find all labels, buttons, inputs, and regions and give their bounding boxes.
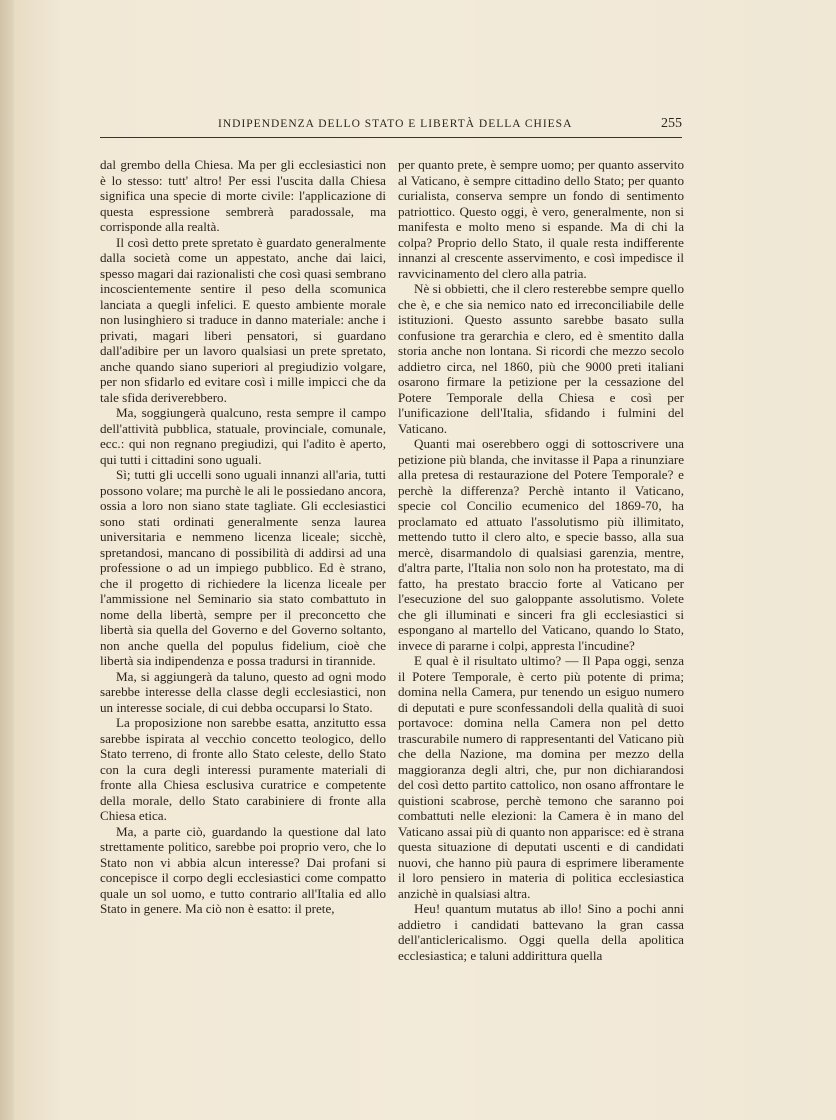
page-header: [100, 116, 682, 136]
paragraph: Nè si obbietti, che il clero resterebbe sempre quello che è, e che sia nemico nato ed irreconciliabile delle istituzioni. Questo assunto sarebbe basato sulla confusione tra gerarchia e clero, ed è smentito dalla storia anche non lontana. Si ricordi che mezzo secolo addietro circa, nel 1860, più che 9000 preti italiani osarono firmare la petizione per la cessazione del Potere Temporale della Chiesa e così per l'unificazione dell'Italia, sfidando i fulmini del Vaticano.: [398, 281, 684, 436]
paragraph: Quanti mai oserebbero oggi di sottoscrivere una petizione più blanda, che invitasse il Papa a rinunziare alla pretesa di restaurazione del Potere Temporale? e perchè la differenza? Perchè intanto il Vaticano, specie col Concilio ecumenico del 1869-70, ha proclamato ed attuato l'assolutismo più illimitato, mettendo tutto il clero alto, e specie basso, alla sua mercè, disarmandolo di qualsiasi garenzia, mentre, d'altra parte, l'Italia non solo non ha protestato, ma di fatto, ha prestato braccio forte al Vaticano per l'esecuzione del suo galoppante assolutismo. Volete che gli illuminati e sinceri fra gli ecclesiastici si espongano al martello del Vaticano, quando lo Stato, invece di pararne i colpi, appresta l'incudine?: [398, 436, 684, 653]
left-column: [100, 157, 386, 917]
paragraph: dal grembo della Chiesa. Ma per gli ecclesiastici non è lo stesso: tutt' altro! Per essi l'uscita dalla Chiesa significa una specie di morte civile: l'applicazione di questa espressione sembrerà paradossale, ma corrisponde alla realtà.: [100, 157, 386, 234]
paragraph: Ma, soggiungerà qualcuno, resta sempre il campo dell'attività pubblica, statuale, provinciale, comunale, ecc.: qui non regnano pregiudizi, qui l'adito è aperto, qui tutti i cittadini sono uguali.: [100, 405, 386, 467]
paragraph: Ma, si aggiungerà da taluno, questo ad ogni modo sarebbe interesse della classe degli ecclesiastici, non un interesse sociale, di cui debba occuparsi lo Stato.: [100, 668, 386, 715]
paragraph: Heu! quantum mutatus ab illo! Sino a pochi anni addietro i candidati battevano la gran cassa dell'anticlericalismo. Oggi quella della apolitica ecclesiastica; e taluni addirittura quella: [398, 901, 684, 963]
paragraph: Ma, a parte ciò, guardando la questione dal lato strettamente politico, sarebbe poi proprio vero, che lo Stato non vi abbia alcun interesse? Dai profani si concepisce il corpo degli ecclesiastici come compatto quale un sol uomo, e tutto contrario all'Italia ed allo Stato in genere. Ma ciò non è esatto: il prete,: [100, 823, 386, 916]
paragraph: Il così detto prete spretato è guardato generalmente dalla società come un appestato, anche dai laici, spesso magari dai razionalisti che così quasi sembrano incoscientemente sentire il peso della scomunica lanciata a quegli infelici. E questo ambiente morale non lusinghiero si traduce in danno materiale: anche i privati, magari liberi pensatori, si guardano dall'adibire per un lavoro qualsiasi un prete spretato, anche quando siano superiori al pregiudizio volgare, per non sfidarlo ed evitare così i mille impicci che da tale sfida deriverebbero.: [100, 234, 386, 405]
right-column: [398, 157, 684, 963]
paragraph: per quanto prete, è sempre uomo; per quanto asservito al Vaticano, è sempre cittadino dello Stato; per quanto curialista, conserva sempre un fondo di sentimento patriottico. Questo oggi, è vero, generalmente, non si manifesta e molto meno si espande. Ma di chi la colpa? Proprio dello Stato, il quale resta indifferente innanzi al crescente asservimento, e così impedisce il ravvicinamento del clero alla patria.: [398, 157, 684, 281]
paragraph: La proposizione non sarebbe esatta, anzitutto essa sarebbe ispirata al vecchio concetto teologico, dello Stato terreno, di fronte allo Stato celeste, dello Stato con la cura degli interessi puramente materiali di fronte alla Chiesa esclusiva curatrice e competente della morale, dello Stato carabiniere di fronte alla Chiesa etica.: [100, 715, 386, 823]
header-rule: [100, 137, 682, 138]
paragraph: Sì; tutti gli uccelli sono uguali innanzi all'aria, tutti possono volare; ma purchè le ali le possiedano ancora, ossia a loro non siano state tagliate. Gli ecclesiastici sono stati ordinati generalmente senza laurea universitaria e nemmeno licenza liceale; sicchè, spretandosi, mancano di possibilità di addirsi ad una professione o ad un impiego pubblico. Ed è strano, che il progetto di richiedere la licenza liceale per l'ammissione nel Seminario sia stato combattuto in nome della libertà, sempre per il preconcetto che libertà sia quella del Governo e del Governo soltanto, non anche quella del populus fidelium, cioè che libertà sia indipendenza e possa tradursi in tirannide.: [100, 467, 386, 668]
page-number: 255: [661, 116, 682, 131]
running-title: INDIPENDENZA DELLO STATO E LIBERTÀ DELLA CHIESA: [218, 118, 573, 130]
paragraph: E qual è il risultato ultimo? — Il Papa oggi, senza il Potere Temporale, è certo più potente di prima; domina nella Camera, pur tenendo un esiguo numero di deputati e pure sconfessandoli della qualità di suoi portavoce: domina nella Camera non pel detto trascurabile numero di rappresentanti del Vaticano più che della Nazione, ma domina per mezzo della maggioranza degli altri, che, pur non dichiarandosi del così detto partito cattolico, non osano affrontare le quistioni scabrose, perchè temono che saranno poi combattuti nelle elezioni: la Camera è in mano del Vaticano assai più di quanto non apparisce: ed è strana questa situazione di deputati uscenti e di candidati nuovi, che hanno più paura di esprimere liberamente il loro pensiero in materia di politica ecclesiastica anzichè in qualsiasi altra.: [398, 653, 684, 901]
